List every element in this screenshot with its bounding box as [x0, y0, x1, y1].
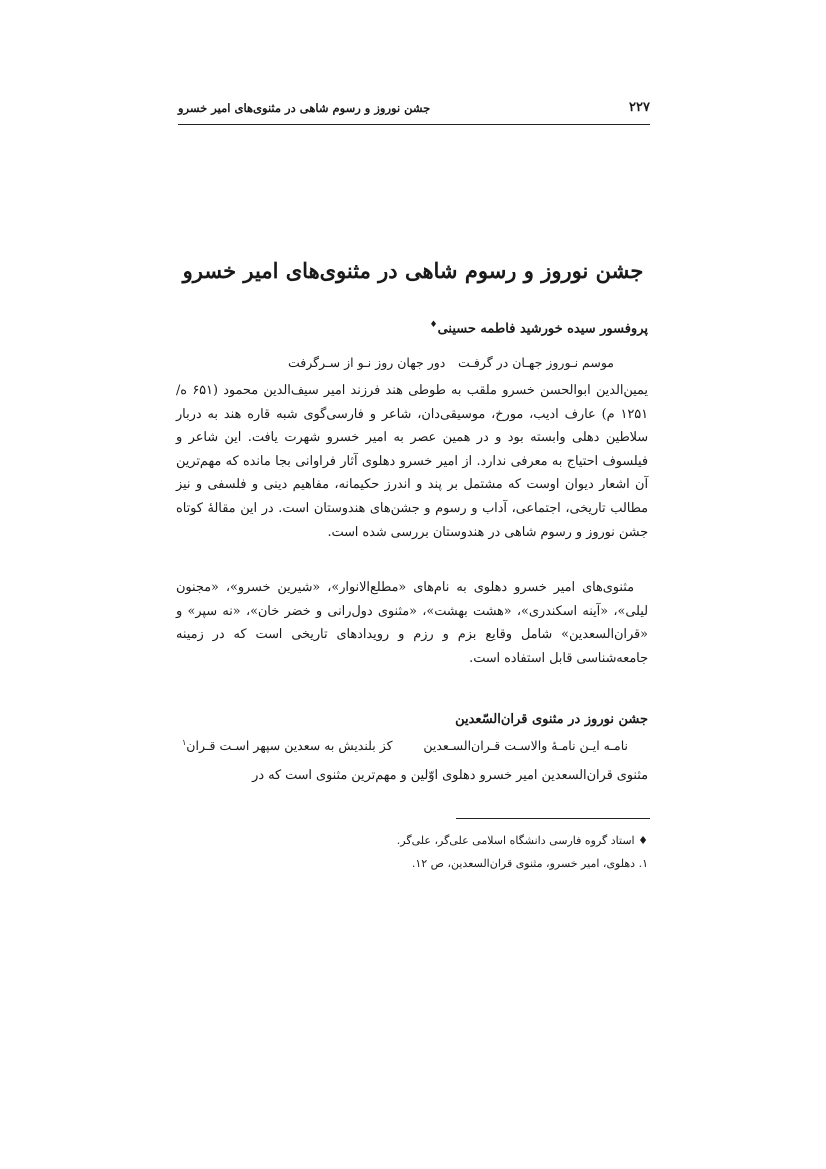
body-paragraph: مثنوی قران‌السعدین امیر خسرو دهلوی اوّلین و مهم‌ترین مثنوی است که در — [252, 768, 648, 783]
footnote-divider — [456, 818, 650, 819]
article-title: جشن نوروز و رسوم شاهی در مثنوی‌های امیر خسرو — [182, 258, 644, 283]
opening-verse — [176, 355, 648, 375]
section-heading: جشن نوروز در مثنوی قران‌السّعدین — [455, 712, 648, 727]
footnote-mark: ۱. — [638, 857, 648, 870]
verse-hemistich-left: دور جهان روز نـو از سـرگرفت — [288, 355, 446, 370]
section-verse — [176, 738, 648, 758]
running-title: جشن نوروز و رسوم شاهی در مثنوی‌های امیر خسرو — [178, 101, 431, 115]
page-number: ۲۲۷ — [629, 100, 650, 115]
verse-hemistich-right: نامـه ایـن نامـۀ والاسـت قـران‌السـعدین — [423, 738, 628, 753]
footnote — [412, 857, 648, 870]
footnote-ref: ۱ — [182, 738, 187, 747]
author-name: پروفسور سیده خورشید فاطمه حسینی — [437, 321, 648, 337]
body-paragraph: مثنوی‌های امیر خسرو دهلوی به نام‌های «مطلع‌الانوار»، «شیرین خسرو»، «مجنون لیلی»، «آینه اسکندری»، «هشت بهشت»، «مثنوی دول‌رانی و خضر خان»، «نه سپر» و «قران‌السعدین» شامل وقایع بزم و رزم و رویدادهای تاریخی است که در زمینه جامعه‌شناسی قابل استفاده است. — [176, 580, 648, 666]
footnote-text: استاد گروه فارسی دانشگاه اسلامی علی‌گر، علی‌گر. — [396, 834, 635, 847]
running-header — [178, 98, 650, 125]
verse-hemistich-left-text: کز بلندیش به سعدین سپهر اسـت قـران — [186, 738, 393, 754]
footnote-mark: ♦ — [638, 834, 648, 847]
footnote — [397, 834, 648, 847]
body-paragraph: یمین‌الدین ابوالحسن خسرو ملقب به طوطی هند فرزند امیر سیف‌الدین محمود (۶۵۱ ه/ ۱۲۵۱ م) عارف ادیب، مورخ، موسیقی‌دان، شاعر و فارسی‌گوی شبه قاره هند به دربار سلاطین دهلی وابسته بود و در همین عصر به امیر خسرو شهرت یافت. این شاعر و فیلسوف احتیاج به معرفی ندارد. از امیر خسرو دهلوی آثار فراوانی بجا مانده که مهم‌ترین آن اشعار دیوان اوست که مشتمل بر پند و اندرز حکیمانه، مفاهیم دینی و فلسفی و نیز مطالب تاریخی، اجتماعی، آداب و رسوم و جشن‌های هندوستان است. در این مقالهٔ کوتاه جشن نوروز و رسوم شاهی در هندوستان بررسی شده است. — [176, 383, 648, 540]
footnote-text: دهلوی، امیر خسرو، مثنوی قران‌السعدین، ص ۱۲. — [411, 857, 636, 870]
verse-hemistich-right: موسم نـوروز جهـان در گرفـت — [457, 355, 614, 370]
author-footnote-mark: ♦ — [429, 320, 438, 330]
author-line — [430, 320, 649, 336]
verse-hemistich-left — [182, 738, 393, 753]
